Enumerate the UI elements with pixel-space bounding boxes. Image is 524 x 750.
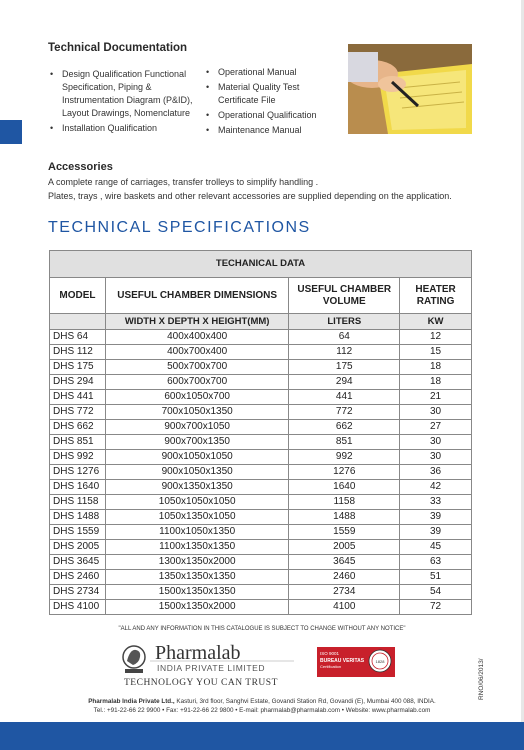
table-row	[50, 510, 472, 525]
volume-cell: 2005	[289, 540, 400, 555]
specs-table-body	[50, 330, 472, 615]
heater-cell: 39	[400, 510, 472, 525]
heater-cell: 21	[400, 390, 472, 405]
table-row	[50, 360, 472, 375]
table-row	[50, 405, 472, 420]
heater-cell: 18	[400, 375, 472, 390]
brand-name: Pharmalab	[155, 642, 241, 664]
dimensions-cell: 1350x1350x1350	[105, 570, 289, 585]
unit-heater: KW	[400, 314, 472, 330]
volume-cell: 3645	[289, 555, 400, 570]
volume-cell: 2734	[289, 585, 400, 600]
heater-cell: 18	[400, 360, 472, 375]
header-dimensions: USEFUL CHAMBER DIMENSIONS	[105, 278, 289, 314]
list-item: • Design Qualification Functional Specification, Piping & Instrumentation Diagram (P&ID), Layout Drawings, Nomenclature	[50, 68, 200, 120]
dimensions-cell: 1500x1350x2000	[105, 600, 289, 615]
table-row	[50, 375, 472, 390]
table-row	[50, 570, 472, 585]
table-row	[50, 525, 472, 540]
model-cell: DHS 1158	[50, 495, 106, 510]
company-address: Kasturi, 3rd floor, Sanghvi Estate, Govandi Station Rd, Govandi (E), Mumbai 400 088, INDIA.	[174, 698, 436, 705]
cert-label: Certification	[320, 664, 342, 669]
model-cell: DHS 3645	[50, 555, 106, 570]
footer-bar	[0, 722, 524, 750]
header-volume: USEFUL CHAMBER VOLUME	[289, 278, 400, 314]
volume-cell: 1276	[289, 465, 400, 480]
dimensions-cell: 900x1350x1350	[105, 480, 289, 495]
heater-cell: 27	[400, 420, 472, 435]
dimensions-cell: 900x1050x1350	[105, 465, 289, 480]
table-caption: TECHANICAL DATA	[50, 251, 472, 278]
volume-cell: 294	[289, 375, 400, 390]
volume-cell: 4100	[289, 600, 400, 615]
table-row	[50, 555, 472, 570]
model-cell: DHS 64	[50, 330, 106, 345]
table-row	[50, 585, 472, 600]
cert-year: 1828	[375, 659, 385, 664]
accessories-heading: Accessories	[48, 161, 113, 173]
heater-cell: 39	[400, 525, 472, 540]
volume-cell: 441	[289, 390, 400, 405]
heater-cell: 15	[400, 345, 472, 360]
accessories-line: Plates, trays , wire baskets and other relevant accessories are supplied depending on the application.	[48, 191, 452, 201]
volume-cell: 772	[289, 405, 400, 420]
accessories-line: A complete range of carriages, transfer trolleys to simplify handling .	[48, 177, 319, 187]
model-cell: DHS 112	[50, 345, 106, 360]
model-cell: DHS 2005	[50, 540, 106, 555]
heater-cell: 63	[400, 555, 472, 570]
dimensions-cell: 1100x1350x1350	[105, 540, 289, 555]
model-cell: DHS 662	[50, 420, 106, 435]
model-cell: DHS 1276	[50, 465, 106, 480]
writing-hand-image	[348, 44, 472, 134]
dimensions-cell: 600x700x700	[105, 375, 289, 390]
dimensions-cell: 700x1050x1350	[105, 405, 289, 420]
model-cell: DHS 1559	[50, 525, 106, 540]
heater-cell: 45	[400, 540, 472, 555]
volume-cell: 64	[289, 330, 400, 345]
table-row	[50, 390, 472, 405]
dimensions-cell: 1050x1050x1050	[105, 495, 289, 510]
tech-doc-list-right	[206, 66, 341, 139]
dimensions-cell: 1500x1350x1350	[105, 585, 289, 600]
heater-cell: 36	[400, 465, 472, 480]
model-cell: DHS 4100	[50, 600, 106, 615]
dimensions-cell: 1300x1350x2000	[105, 555, 289, 570]
unit-dimensions: WIDTH X DEPTH X HEIGHT(MM)	[105, 314, 289, 330]
dimensions-cell: 1050x1350x1050	[105, 510, 289, 525]
table-row	[50, 345, 472, 360]
brand-tagline: TECHNOLOGY YOU CAN TRUST	[124, 678, 278, 688]
company-name: Pharmalab India Private Ltd.,	[88, 698, 175, 705]
dimensions-cell: 900x1050x1050	[105, 450, 289, 465]
model-cell: DHS 175	[50, 360, 106, 375]
model-cell: DHS 1488	[50, 510, 106, 525]
dimensions-cell: 400x400x400	[105, 330, 289, 345]
cert-standard: ISO 9001	[320, 651, 340, 656]
table-row	[50, 540, 472, 555]
volume-cell: 175	[289, 360, 400, 375]
table-row	[50, 600, 472, 615]
dimensions-cell: 1100x1050x1350	[105, 525, 289, 540]
dimensions-cell: 600x1050x700	[105, 390, 289, 405]
heater-cell: 51	[400, 570, 472, 585]
table-row	[50, 420, 472, 435]
model-cell: DHS 2734	[50, 585, 106, 600]
documentation-photo	[348, 44, 472, 134]
volume-cell: 662	[289, 420, 400, 435]
heater-cell: 33	[400, 495, 472, 510]
list-item: • Operational Qualification	[206, 109, 341, 122]
pharmalab-logo	[122, 641, 297, 691]
bureau-veritas-badge	[317, 647, 395, 677]
brand-subtitle: INDIA PRIVATE LIMITED	[157, 663, 266, 673]
lion-emblem-icon	[123, 646, 145, 673]
model-cell: DHS 1640	[50, 480, 106, 495]
model-cell: DHS 294	[50, 375, 106, 390]
model-cell: DHS 2460	[50, 570, 106, 585]
tech-doc-heading: Technical Documentation	[48, 42, 188, 54]
table-row	[50, 465, 472, 480]
list-item: • Installation Qualification	[50, 122, 200, 135]
address-line	[0, 697, 524, 706]
model-cell: DHS 992	[50, 450, 106, 465]
model-cell: DHS 441	[50, 390, 106, 405]
table-row	[50, 495, 472, 510]
table-row	[50, 330, 472, 345]
cert-body: BUREAU VERITAS	[320, 658, 365, 664]
heater-cell: 30	[400, 450, 472, 465]
table-row	[50, 435, 472, 450]
volume-cell: 1488	[289, 510, 400, 525]
heater-cell: 54	[400, 585, 472, 600]
heater-cell: 30	[400, 405, 472, 420]
contact-line: Tel.: +91-22-66 22 9900 • Fax: +91-22-66 22 9800 • E-mail: pharmalab@pharmalab.com • Website: www.pharmalab.com	[93, 707, 431, 714]
model-cell: DHS 772	[50, 405, 106, 420]
dimensions-cell: 400x700x400	[105, 345, 289, 360]
unit-volume: LITERS	[289, 314, 400, 330]
header-heater: HEATER RATING	[400, 278, 472, 314]
volume-cell: 851	[289, 435, 400, 450]
unit-blank	[50, 314, 106, 330]
list-item: • Material Quality Test Certificate File	[206, 81, 341, 107]
dimensions-cell: 900x700x1050	[105, 420, 289, 435]
specs-table	[49, 250, 472, 615]
tech-doc-list-left	[50, 68, 200, 137]
heater-cell: 42	[400, 480, 472, 495]
specs-heading: TECHNICAL SPECIFICATIONS	[48, 219, 311, 236]
address-block	[0, 697, 524, 715]
table-row	[50, 450, 472, 465]
reference-number: RNO/06/2013/	[478, 658, 485, 700]
change-notice: "ALL AND ANY INFORMATION IN THIS CATALOGUE IS SUBJECT TO CHANGE WITHOUT ANY NOTICE"	[118, 626, 406, 632]
section-marker	[0, 120, 22, 144]
volume-cell: 1158	[289, 495, 400, 510]
heater-cell: 72	[400, 600, 472, 615]
list-item: • Operational Manual	[206, 66, 341, 79]
table-row	[50, 480, 472, 495]
list-item: • Maintenance Manual	[206, 124, 341, 137]
accessories-text	[48, 175, 498, 203]
model-cell: DHS 851	[50, 435, 106, 450]
heater-cell: 30	[400, 435, 472, 450]
header-model: MODEL	[50, 278, 106, 314]
volume-cell: 2460	[289, 570, 400, 585]
volume-cell: 112	[289, 345, 400, 360]
heater-cell: 12	[400, 330, 472, 345]
volume-cell: 1559	[289, 525, 400, 540]
volume-cell: 1640	[289, 480, 400, 495]
dimensions-cell: 500x700x700	[105, 360, 289, 375]
volume-cell: 992	[289, 450, 400, 465]
dimensions-cell: 900x700x1350	[105, 435, 289, 450]
